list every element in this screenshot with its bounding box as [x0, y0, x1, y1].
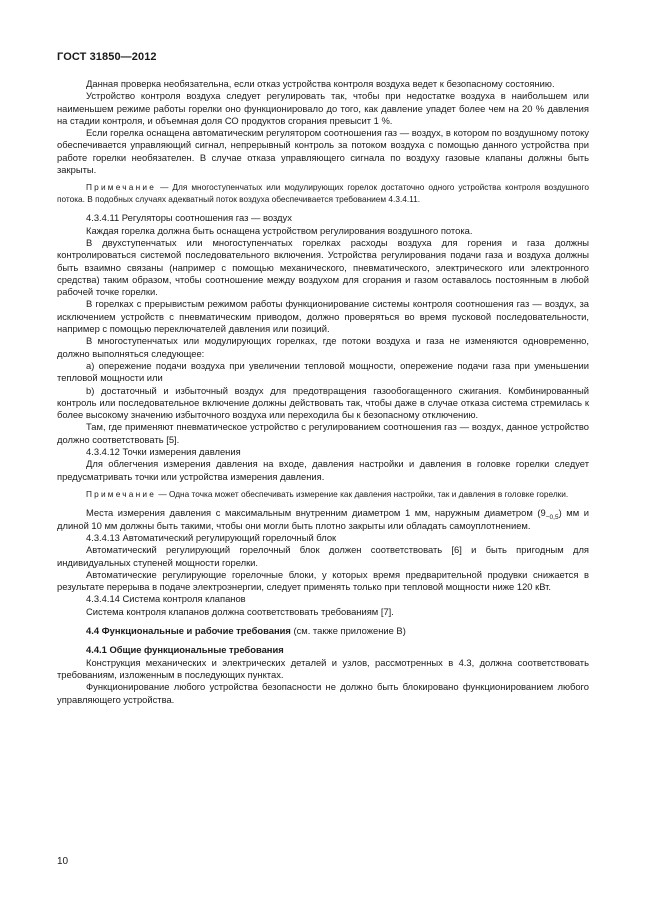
document-body [57, 78, 589, 706]
list-item: а) опережение подачи воздуха при увеличении тепловой мощности, опережение подачи газа при уменьшении тепловой мощности или [57, 359, 589, 384]
section-heading: 4.3.4.12 Точки измерения давления [86, 446, 241, 458]
paragraph: В двухступенчатых или многоступенчатых горелках расходы воздуха для горения и газа должны контролироваться системой последовательного включения. Устройства регулирования подачи газа и воздуха должны быть взаимно связаны (например с помощью механического, пневматического, электрического или электронного средства) таким образом, чтобы соотношение между воздухом для сгорания и газом оставалось постоянным в любой рабочей точке горелки. [57, 236, 589, 298]
section-heading: 4.3.4.11 Регуляторы соотношения газ — воздух [86, 212, 292, 224]
note [57, 182, 589, 205]
note-label: Примечание [86, 182, 157, 193]
paragraph: Там, где применяют пневматическое устройство с регулированием соотношения газ — воздух, данное устройство должно соответствовать [5]. [57, 421, 589, 445]
paragraph: Система контроля клапанов должна соответствовать требованиям [7]. [86, 605, 394, 617]
paragraph: Для облегчения измерения давления на входе, давления настройки и давления в головке горелки следует предусматривать точки или устройства измерения давления. [57, 458, 589, 482]
page-number: 10 [57, 856, 69, 867]
paragraph: Места измерения давления с максимальным внутренним диаметром 1 мм, наружным диаметром $(9_{-0,5})$ мм и длиной 10 мм должны быть такими, чтобы они могли быть плотно закрыты или обладать самоуплотнением. [57, 507, 590, 531]
paragraph: В многоступенчатых или модулирующих горелках, где потоки воздуха и газа не изменяются одновременно, должно выполняться следующее: [57, 335, 589, 359]
paragraph: Данная проверка необязательна, если отказ устройства контроля воздуха ведет к безопасному состоянию. [86, 78, 555, 89]
paragraph: Конструкция механических и электрических деталей и узлов, рассмотренных в 4.3, должна соответствовать требованиям, изложенным в последующих пунктах. [57, 656, 589, 680]
paragraph: Устройство контроля воздуха следует регулировать так, чтобы при недостатке воздуха в наибольшем или наименьшем режиме работы горелки оно функционировало до того, как давление упадет более чем на 20 % давления на стадии контроля, и объемная доля СО продуктов сгорания превысит 1 %. [57, 90, 589, 126]
paragraph: Функционирование любого устройства безопасности не должно быть блокировано функционированием любого управляющего устройства. [57, 681, 589, 705]
note-label: Примечание [86, 488, 157, 499]
paragraph: Автоматические регулирующие горелочные блоки, у которых время предварительной продувки снижается в результате перерыва в подаче электроэнергии, следует применять только при тепловой мощности ниже 120 кВт. [57, 568, 589, 593]
paragraph: Автоматический регулирующий горелочный блок должен соответствовать [6] и быть пригодным для индивидуальных ступеней мощности горелки. [57, 544, 589, 568]
section-heading: 4.4.1 Общие функциональные требования [86, 644, 284, 656]
section-heading: 4.3.4.14 Система контроля клапанов [86, 593, 246, 605]
tolerance-subscript: −0,5 [545, 514, 559, 522]
section-heading: 4.3.4.13 Автоматический регулирующий горелочный блок [86, 532, 337, 543]
section-heading: 4.4 Функциональные и рабочие требования (см. также приложение В) [86, 625, 406, 637]
standard-header: ГОСТ 31850—2012 [57, 51, 157, 63]
note-text: — Для многоступенчатых или модулирующих горелок достаточно одного устройства контроля воздушного потока. В подобных случаях адекватный поток воздуха обеспечивается требованием 4.3.4.11. [57, 182, 589, 204]
paragraph: В горелках с прерывистым режимом работы функционирование системы контроля соотношения газ — воздух, за исключением устройств с пневматическим приводом, должно проверяться во время пусковой последовательности, например с помощью переключателей давления или позиций. [57, 298, 589, 335]
note [57, 489, 589, 501]
note-text: — Одна точка может обеспечивать измерение как давления настройки, так и давления в головке горелки. [158, 488, 569, 499]
paragraph: Если горелка оснащена автоматическим регулятором соотношения газ — воздух, в котором по воздушному потоку обеспечивается управляющий сигнал, непрерывный контроль за потоком воздуха с помощью данного устройства при работе горелки необязателен. В случае отказа управляющего сигнала по воздуху газовые клапаны должны быть закрыты. [57, 127, 589, 176]
paragraph: Каждая горелка должна быть оснащена устройством регулирования воздушного потока. [86, 224, 473, 236]
list-item: b) достаточный и избыточный воздух для предотвращения газообогащенного сжигания. Комбинированный контроль или последовательное включение должны действовать так, чтобы даже в случае отказа система стремилась к более высокому значению избыточного воздуха или переходила бы к безопасному отключению. [57, 384, 589, 421]
